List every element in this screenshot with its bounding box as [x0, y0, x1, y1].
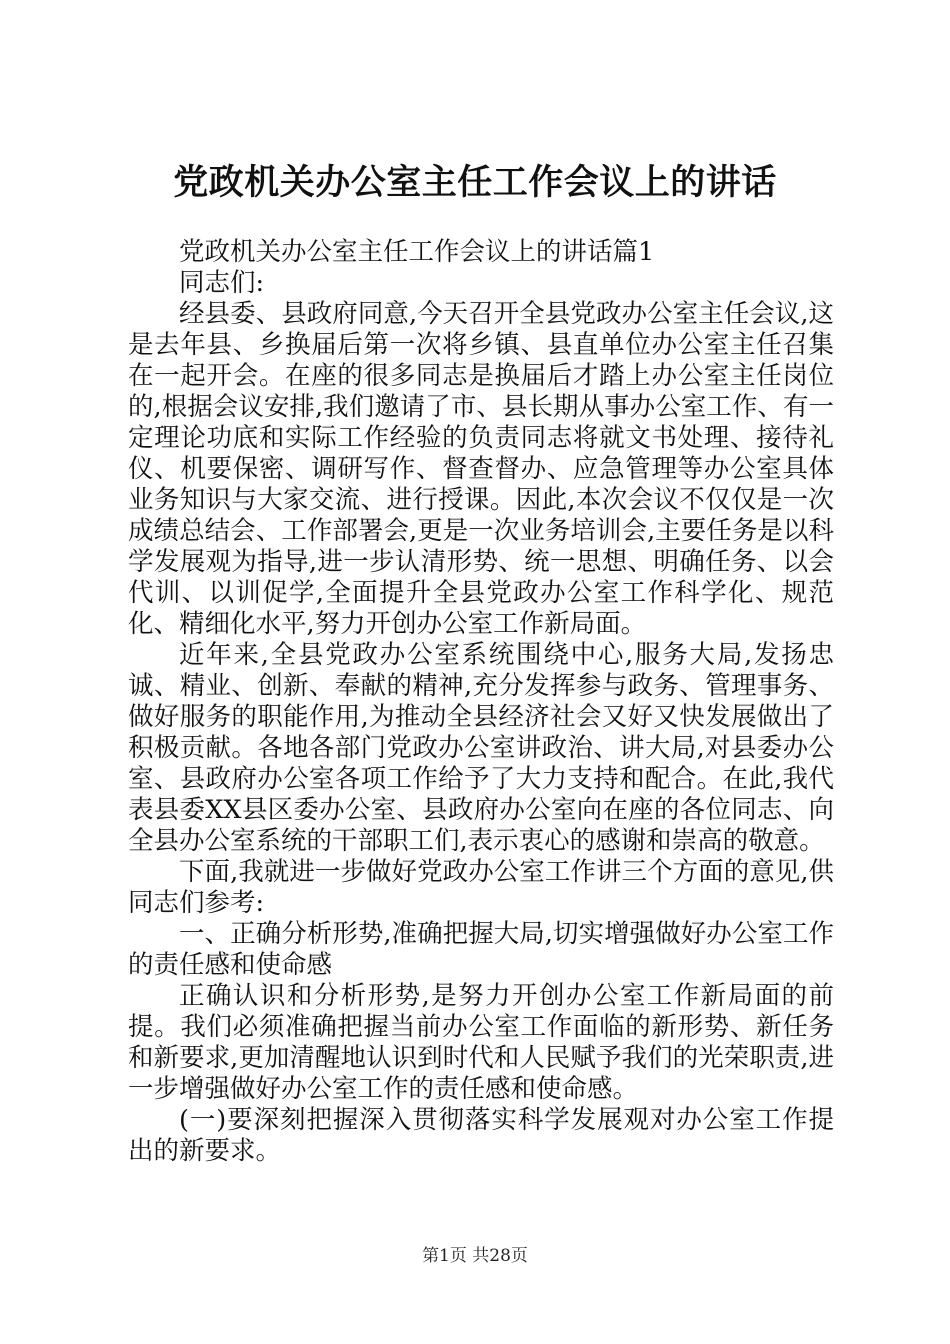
body-paragraph: 正确认识和分析形势,是努力开创办公室工作新局面的前提。我们必须准确把握当前办公室工作面临的新形势、新任务和新要求,更加清醒地认识到时代和人民赋予我们的光荣职责,进一步增强做好办公室工作的责任感和使命感。 [128, 981, 834, 1104]
document-title: 党政机关办公室主任工作会议上的讲话 [173, 162, 777, 203]
subtitle-paragraph: 党政机关办公室主任工作会议上的讲话篇1 [179, 237, 655, 267]
body-paragraph: 下面,我就进一步做好党政办公室工作讲三个方面的意见,供同志们参考: [128, 857, 834, 918]
body-paragraph: 经县委、县政府同意,今天召开全县党政办公室主任会议,这是去年县、乡换届后第一次将乡镇、县直单位办公室主任召集在一起开会。在座的很多同志是换届后才踏上办公室主任岗位的,根据会议安排,我们邀请了市、县长期从事办公室工作、有一定理论功底和实际工作经验的负责同志将就文书处理、接待礼仪、机要保密、调研写作、督查督办、应急管理等办公室具体业务知识与大家交流、进行授课。因此,本次会议不仅仅是一次成绩总结会、工作部署会,更是一次业务培训会,主要任务是以科学发展观为指导,进一步认清形势、统一思想、明确任务、以会代训、以训促学,全面提升全县党政办公室工作科学化、规范化、精细化水平,努力开创办公室工作新局面。 [128, 299, 834, 639]
page-number-footer: 第1页 共28页 [422, 1246, 528, 1266]
subsection-heading: (一)要深刻把握深入贯彻落实科学发展观对办公室工作提出的新要求。 [128, 1105, 834, 1166]
body-paragraph: 近年来,全县党政办公室系统围绕中心,服务大局,发扬忠诚、精业、创新、奉献的精神,充分发挥参与政务、管理事务、做好服务的职能作用,为推动全县经济社会又好又快发展做出了积极贡献。各地各部门党政办公室讲政治、讲大局,对县委办公室、县政府办公室各项工作给予了大力支持和配合。在此,我代表县委XX县区委办公室、县政府办公室向在座的各位同志、向全县办公室系统的干部职工们,表示衷心的感谢和崇高的敬意。 [128, 640, 834, 856]
salutation-paragraph: 同志们: [179, 268, 265, 298]
document-body [128, 237, 834, 1167]
section-heading: 一、正确分析形势,准确把握大局,切实增强做好办公室工作的责任感和使命感 [128, 919, 834, 980]
